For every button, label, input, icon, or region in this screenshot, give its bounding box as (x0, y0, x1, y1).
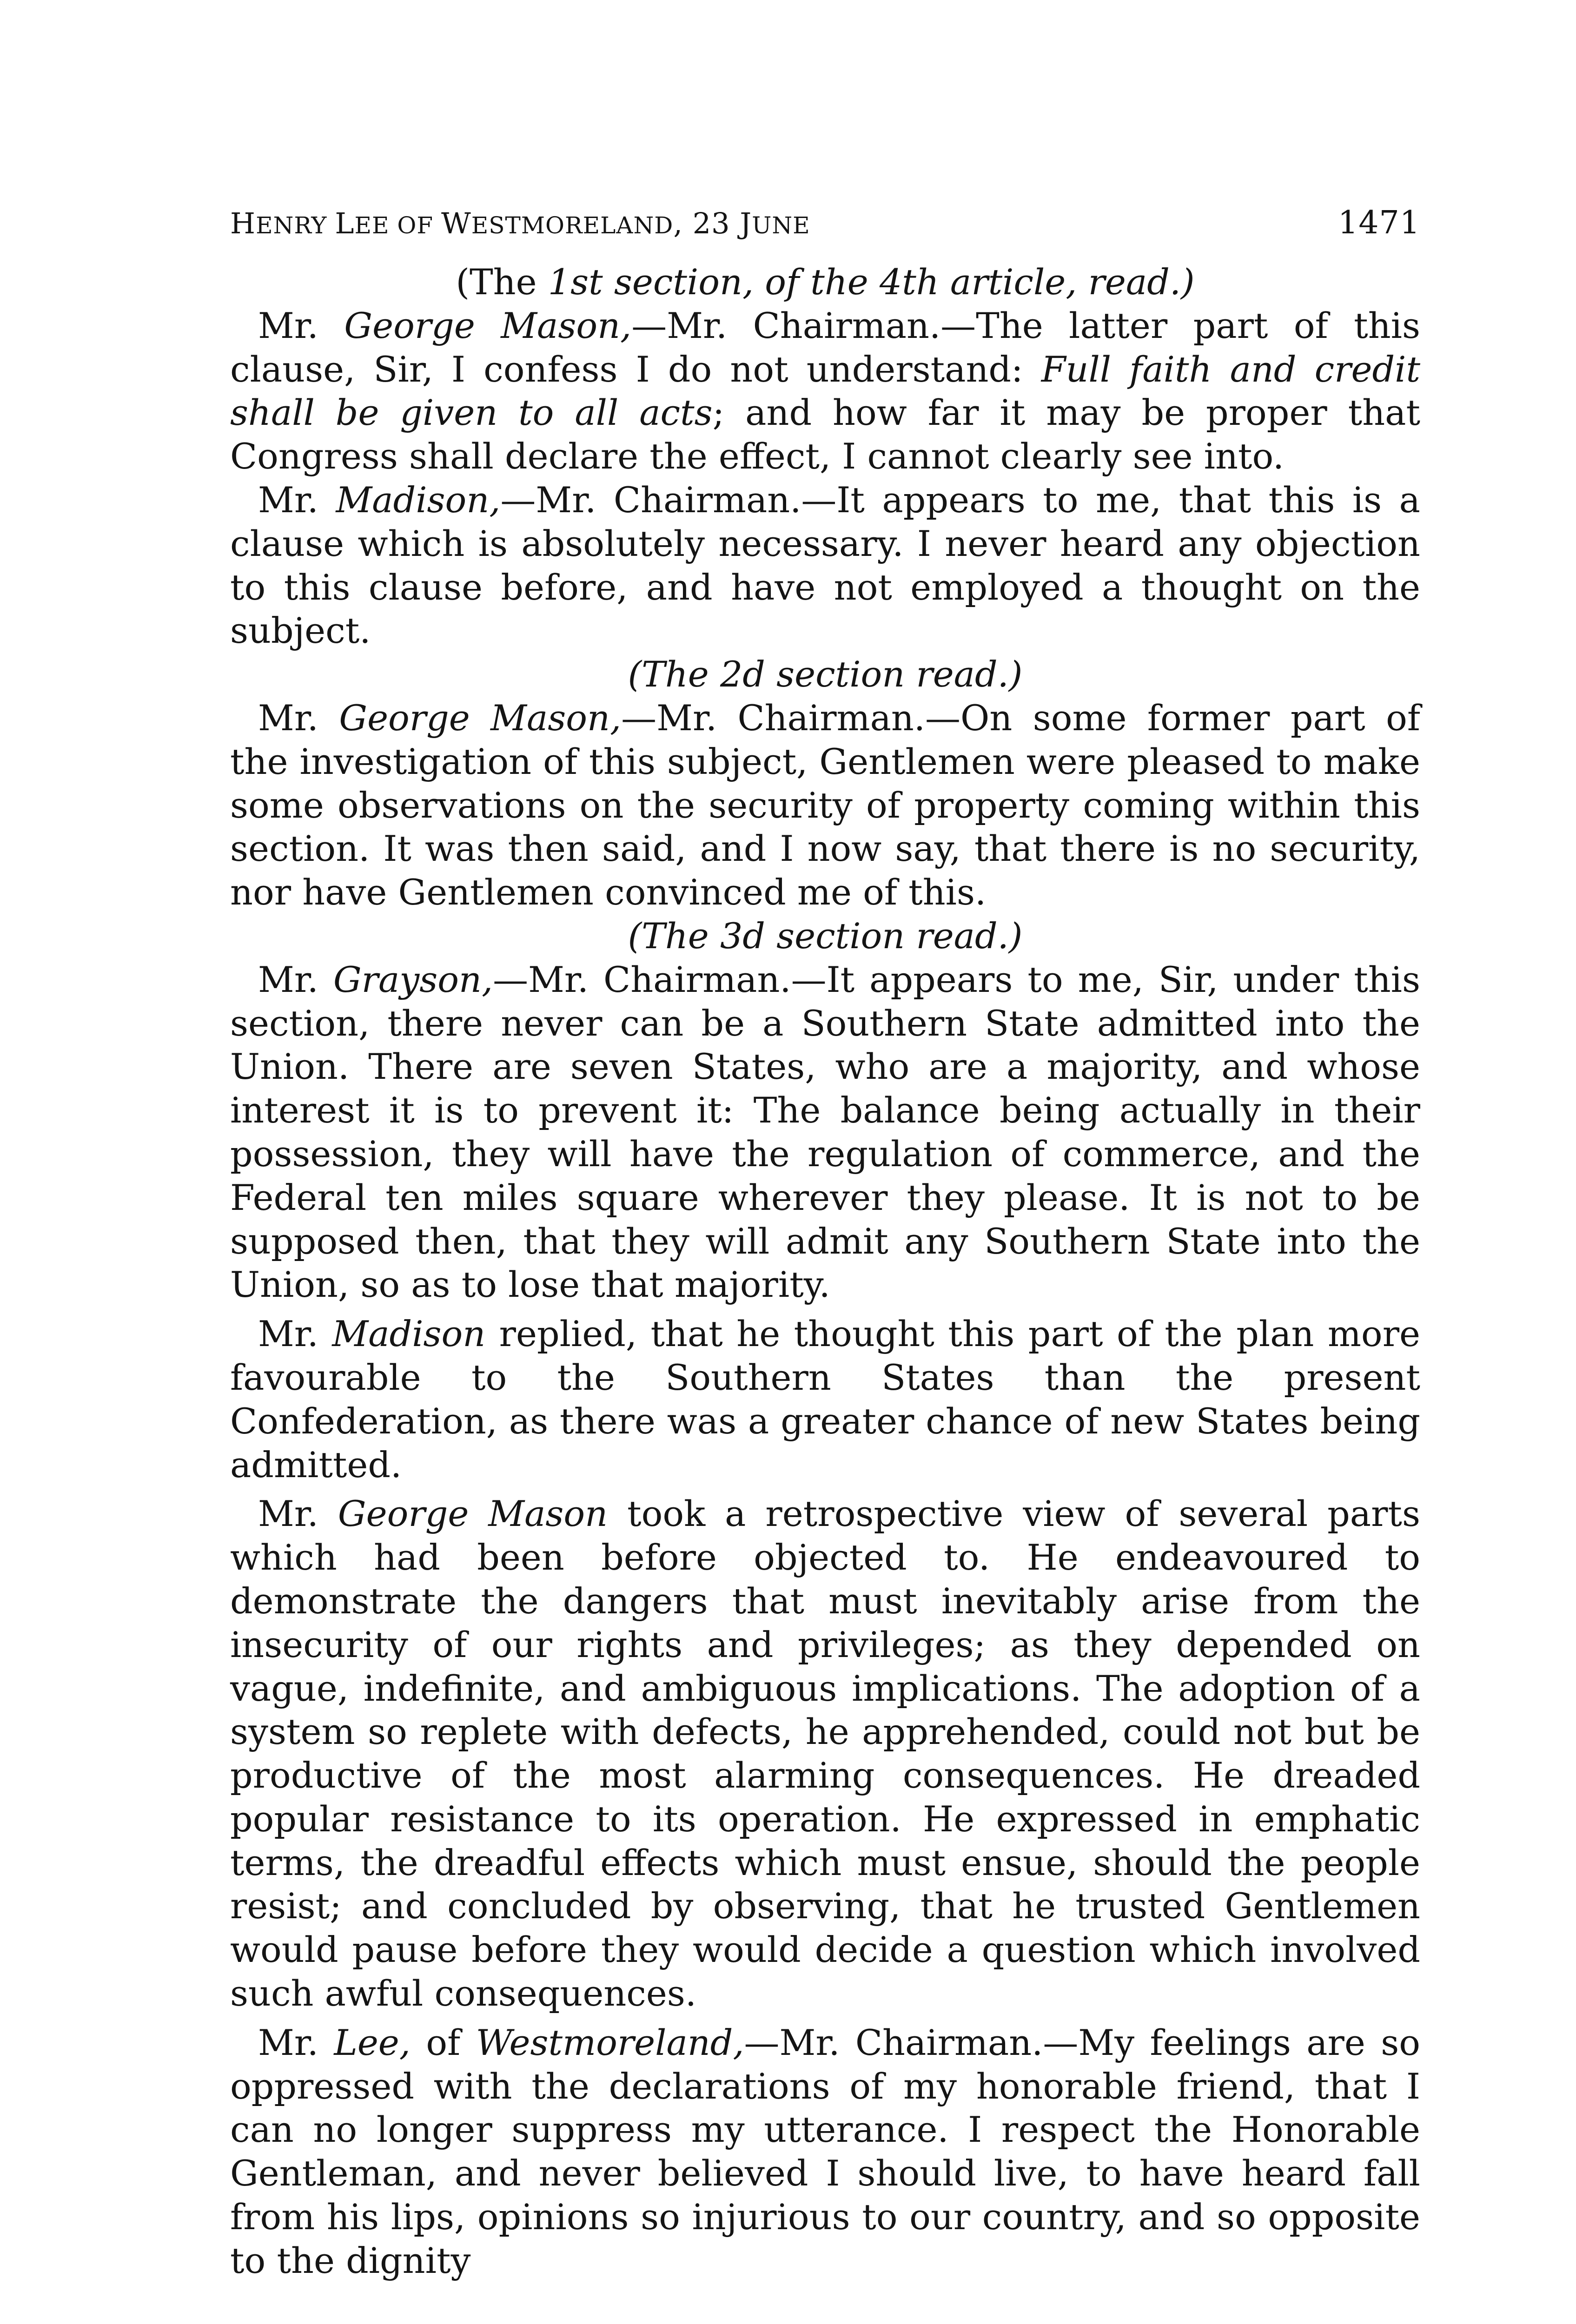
paragraph-mason-3: Mr. George Mason took a retrospective view of several parts which had been before objected to. He endeavoured to demonstrate the dangers that must inevitably arise from the insecurity of our rights and privileges; as they depended on vague, indefinite, and ambiguous implications. The adoption of a system so replete with defects, he apprehended, could not but be productive of the most alarming consequences. He dreaded popular resistance to its operation. He expressed in emphatic terms, the dreadful effects which must ensue, should the people resist; and concluded by observing, that he trusted Gentlemen would pause before they would decide a question which involved such awful consequences. (230, 1493, 1420, 2014)
page-number: 1471 (1338, 205, 1420, 241)
speaker-name: George Mason (338, 1493, 608, 1535)
body-text (230, 260, 1420, 2283)
paragraph-mason-2: Mr. George Mason,—Mr. Chairman.—On some former part of the investigation of this subject, Gentlemen were pleased to make some observations on the security of property coming within this section. It was then said, and I now say, that there is no security, nor have Gentlemen convinced me of this. (230, 697, 1420, 913)
speaker-place: Westmoreland, (476, 2021, 744, 2063)
speaker-name: Madison (332, 1313, 486, 1355)
paragraph-grayson: Mr. Grayson,—Mr. Chairman.—It appears to me, Sir, under this section, there never can be a Southern State admitted into the Union. There are seven States, who are a majority, and whose interest it is to prevent it: The balance being actually in their possession, they will have the regulation of commerce, and the Federal ten miles square wherever they please. It is not to be supposed then, that they will admit any Southern State into the Union, so as to lose that majority. (230, 958, 1420, 1306)
quoted-clause: Full faith and credit shall be given to all acts (230, 348, 1420, 434)
speaker-name: Lee, (334, 2021, 411, 2063)
speaker-name: George Mason, (344, 304, 632, 346)
text-block (230, 202, 1420, 2283)
running-head-title: HENRY LEE OF WESTMORELAND, 23 JUNE (230, 206, 810, 240)
speaker-name: Grayson, (333, 958, 493, 1000)
speaker-name: George Mason, (339, 697, 622, 739)
stage-direction-3: (The 3d section read.) (628, 915, 1023, 957)
paragraph-madison-1: Mr. Madison,—Mr. Chairman.—It appears to me, that this is a clause which is absolutely necessary. I never heard any objection to this clause before, and have not employed a thought on the subject. (230, 479, 1420, 652)
speaker-name: Madison, (336, 479, 501, 521)
running-head (230, 202, 1420, 246)
paragraph-madison-2: Mr. Madison replied, that he thought this part of the plan more favourable to the Southern States than the present Confederation, as there was a greater chance of new States being admitted. (230, 1313, 1420, 1486)
paragraph-lee: Mr. Lee, of Westmoreland,—Mr. Chairman.—My feelings are so oppressed with the declarations of my honorable friend, that I can no longer suppress my utterance. I respect the Honorable Gentleman, and never believed I should live, to have heard fall from his lips, opinions so injurious to our country, and so opposite to the dignity (230, 2021, 1420, 2281)
paragraph-mason-1: Mr. George Mason,—Mr. Chairman.—The latter part of this clause, Sir, I confess I do not understand: Full faith and credit shall be given to all acts; and how far it may be proper that Congress shall declare the effect, I cannot clearly see into. (230, 304, 1420, 477)
stage-direction-2: (The 2d section read.) (628, 654, 1023, 695)
stage-direction-1: (The 1st section, of the 4th article, read.) (456, 261, 1195, 303)
